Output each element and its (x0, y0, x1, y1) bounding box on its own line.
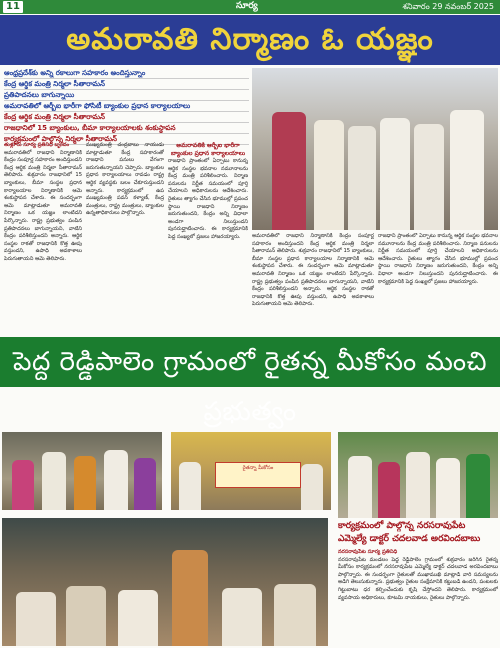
story1-text: అమరావతిలో రాజధాని నిర్మాణానికి కేంద్రం సంపూర్ణ సహకారం అందిస్తుందని కేంద్ర ఆర్థిక మంత్రి నిర్మలా సీతారామన్ తెలిపారు. శుక్రవారం రాజధానిలో 15 బ్యాంకులు, బీమా సంస్థల ప్రధాన కార్యాలయాల నిర్మాణానికి ఆమె శంకుస్థాపన చేశారు. ఈ సందర్భంగా ఆమె మాట్లాడుతూ అమరావతి నిర్మాణం ఒక యజ్ఞం లాంటిదని పేర్కొన్నారు. రాష్ట్ర ప్రభుత్వం పంపిన ప్రతిపాదనలు బాగున్నాయని, వాటిని కేంద్రం పరిశీలిస్తుందని అన్నారు. ఆర్థిక సంస్థల రాకతో రాజధానికి కొత్త ఊపు వస్తుందని, ఉపాధి అవకాశాలు పెరుగుతాయని ఆమె తెలిపారు. (252, 233, 374, 308)
figure-man-white (348, 456, 372, 518)
figure-man-white (104, 450, 128, 510)
photo-mla-group (338, 432, 498, 518)
figure-woman (378, 462, 400, 518)
highlight-item: రాజధానిలో 15 బ్యాంకులు, బీమా కార్యాలయాలకు శంకుస్థాపన (4, 123, 249, 134)
issue-date: శనివారం 29 నవంబర్ 2025 (402, 2, 494, 11)
story1-column-4 (252, 233, 374, 335)
figure-standing (172, 550, 208, 646)
photo-stage-banner (171, 432, 331, 510)
page-header-bar (0, 0, 500, 14)
event-banner-sign: రైతన్నా మీకోసం (215, 462, 301, 488)
figure-seated (222, 588, 262, 646)
photo-minister-visit (252, 68, 498, 230)
figure-woman (74, 456, 96, 510)
figure-man-white (406, 452, 430, 518)
figure-seated (118, 590, 158, 646)
figure-man-white (179, 462, 201, 510)
figure-man-white (301, 464, 323, 510)
photo-village-gathering (2, 518, 328, 646)
figure-seated (66, 586, 106, 646)
figure-man-white (436, 458, 460, 518)
story1-text: ముఖ్యమంత్రి చంద్రబాబు నాయుడు మాట్లాడుతూ కేంద్ర సహకారంతో రాజధాని పనులు వేగంగా జరుగుతున్నాయని చెప్పారు. బ్యాంకుల ప్రధాన కార్యాలయాలు రావడం రాష్ట్ర ఆర్థిక వ్యవస్థకు బలం చేకూరుస్తుందని అన్నారు. కార్యక్రమంలో ఉప ముఖ్యమంత్రి పవన్ కళ్యాణ్, కేంద్ర మంత్రులు, రాష్ట్ర మంత్రులు, బ్యాంకుల ఉన్నతాధికారులు పాల్గొన్నారు. (86, 142, 164, 217)
story2-text: నరసరావుపేట మండలం పెద్ద రెడ్డిపాలెం గ్రామంలో శుక్రవారం జరిగిన రైతన్న మీకోసం కార్యక్రమంలో నరసరావుపేట ఎమ్మెల్యే డాక్టర్ చదలవాడ అరవిందబాబు పాల్గొన్నారు. ఈ సందర్భంగా రైతులతో ముఖాముఖి మాట్లాడి వారి సమస్యలను అడిగి తెలుసుకున్నారు. ప్రభుత్వం రైతుల సంక్షేమానికి కట్టుబడి ఉందని, పంటలకు గిట్టుబాటు ధర కల్పించేందుకు కృషి చేస్తోందని తెలిపారు. కార్యక్రమంలో వ్యవసాయ అధికారులు, కూటమి నాయకులు, రైతులు పాల్గొన్నారు. (338, 556, 498, 601)
photo-farmers-certificates (2, 432, 162, 510)
figure-man-white (414, 124, 444, 230)
highlight-item: ప్రతిపాదనలు బాగున్నాయి (4, 90, 249, 101)
story1-column-1 (4, 142, 82, 335)
highlight-item: అమరావతిలో ఆర్బీఐ భారీగా ఫోసిటీ బ్యాంకుల ప్రధాన కార్యాలయాలు (4, 101, 249, 112)
figure-man-white (314, 120, 344, 230)
story2-caption-line1: కార్యక్రమంలో పాల్గొన్న నరసరావుపేట (338, 521, 466, 531)
figure-seated (16, 592, 56, 646)
story1-text: రాజధాని ప్రాంతంలో ఏర్పాటు కానున్న ఆర్థిక సంస్థల భవనాల నమూనాలను కేంద్ర మంత్రి పరిశీలించారు. నిర్మాణ పనులను నిర్ణీత సమయంలో పూర్తి చేయాలని అధికారులను ఆదేశించారు. రైతులు త్యాగం చేసిన భూముల్లో ప్రపంచ స్థాయి రాజధాని నిర్మాణం జరుగుతుందని, కేంద్రం అన్ని విధాలా అండగా నిలుస్తుందని పునరుద్ఘాటించారు. ఈ కార్యక్రమానికి పెద్ద సంఖ్యలో ప్రజలు హాజరయ్యారు. (378, 233, 498, 285)
newspaper-name: సూర్య (236, 1, 258, 11)
story1-dateline: తుళ్లూరు సూర్య ప్రతినిధి బృందం (4, 142, 70, 148)
story2-caption-line2: ఎమ్మెల్యే డాక్టర్ చదలవాడ అరవిందబాబు (338, 534, 481, 544)
figure-man-white (380, 118, 410, 230)
highlight-item: కేంద్ర ఆర్థిక మంత్రి నిర్మలా సీతారామన్ (4, 112, 249, 123)
highlights-list (4, 68, 249, 145)
story1-column-5 (378, 233, 498, 335)
figure-woman-saree (272, 112, 306, 230)
figure-woman (134, 458, 156, 510)
main-headline: అమరావతి నిర్మాణం ఓ యజ్ఞం (66, 22, 434, 57)
figure-man-white (450, 110, 484, 230)
figure-man-white (42, 452, 66, 510)
story2-body (338, 549, 498, 646)
figure-woman (12, 460, 34, 510)
highlight-item: కేంద్ర ఆర్థిక మంత్రి నిర్మలా సీతారామన్ (4, 79, 249, 90)
story1-text: అమరావతిలో రాజధాని నిర్మాణానికి కేంద్రం సంపూర్ణ సహకారం అందిస్తుందని కేంద్ర ఆర్థిక మంత్రి నిర్మలా సీతారామన్ తెలిపారు. శుక్రవారం రాజధానిలో 15 బ్యాంకులు, బీమా సంస్థల ప్రధాన కార్యాలయాల నిర్మాణానికి ఆమె శంకుస్థాపన చేశారు. ఈ సందర్భంగా ఆమె మాట్లాడుతూ అమరావతి నిర్మాణం ఒక యజ్ఞం లాంటిదని పేర్కొన్నారు. రాష్ట్ర ప్రభుత్వం పంపిన ప్రతిపాదనలు బాగున్నాయని, వాటిని కేంద్రం పరిశీలిస్తుందని అన్నారు. ఆర్థిక సంస్థల రాకతో రాజధానికి కొత్త ఊపు వస్తుందని, ఉపాధి అవకాశాలు పెరుగుతాయని ఆమె తెలిపారు. (4, 149, 82, 262)
page-number: 11 (3, 1, 23, 13)
story2-headline: పెద్ద రెడ్డిపాలెం గ్రామంలో రైతన్న మీకోసం మంచి ప్రభుత్వం (12, 347, 488, 427)
story1-column-2 (86, 142, 164, 335)
highlight-item: కార్యక్రమంలో పాల్గొన్న నిర్మలా సీతారామన్ (4, 134, 249, 145)
story2-dateline: నరసరావుపేట సూర్య ప్రతినిధి (338, 549, 398, 555)
figure-seated (274, 584, 316, 646)
story1-subhead: అమరావతికి ఆర్బీఐ భారీగా బ్యాంకుల ప్రధాన కార్యాలయాలు (170, 142, 246, 157)
story1-column-3 (168, 142, 248, 335)
figure-man-white (348, 126, 376, 230)
figure-man-green-scarf (466, 454, 490, 518)
highlight-item: ఆంధ్రప్రదేశ్‌కు అన్ని రకాలుగా సహకారం అందిస్తున్నాం (4, 68, 249, 79)
story1-text: రాజధాని ప్రాంతంలో ఏర్పాటు కానున్న ఆర్థిక సంస్థల భవనాల నమూనాలను కేంద్ర మంత్రి పరిశీలించారు. నిర్మాణ పనులను నిర్ణీత సమయంలో పూర్తి చేయాలని అధికారులను ఆదేశించారు. రైతులు త్యాగం చేసిన భూముల్లో ప్రపంచ స్థాయి రాజధాని నిర్మాణం జరుగుతుందని, కేంద్రం అన్ని విధాలా అండగా నిలుస్తుందని పునరుద్ఘాటించారు. ఈ కార్యక్రమానికి పెద్ద సంఖ్యలో ప్రజలు హాజరయ్యారు. (168, 158, 248, 240)
